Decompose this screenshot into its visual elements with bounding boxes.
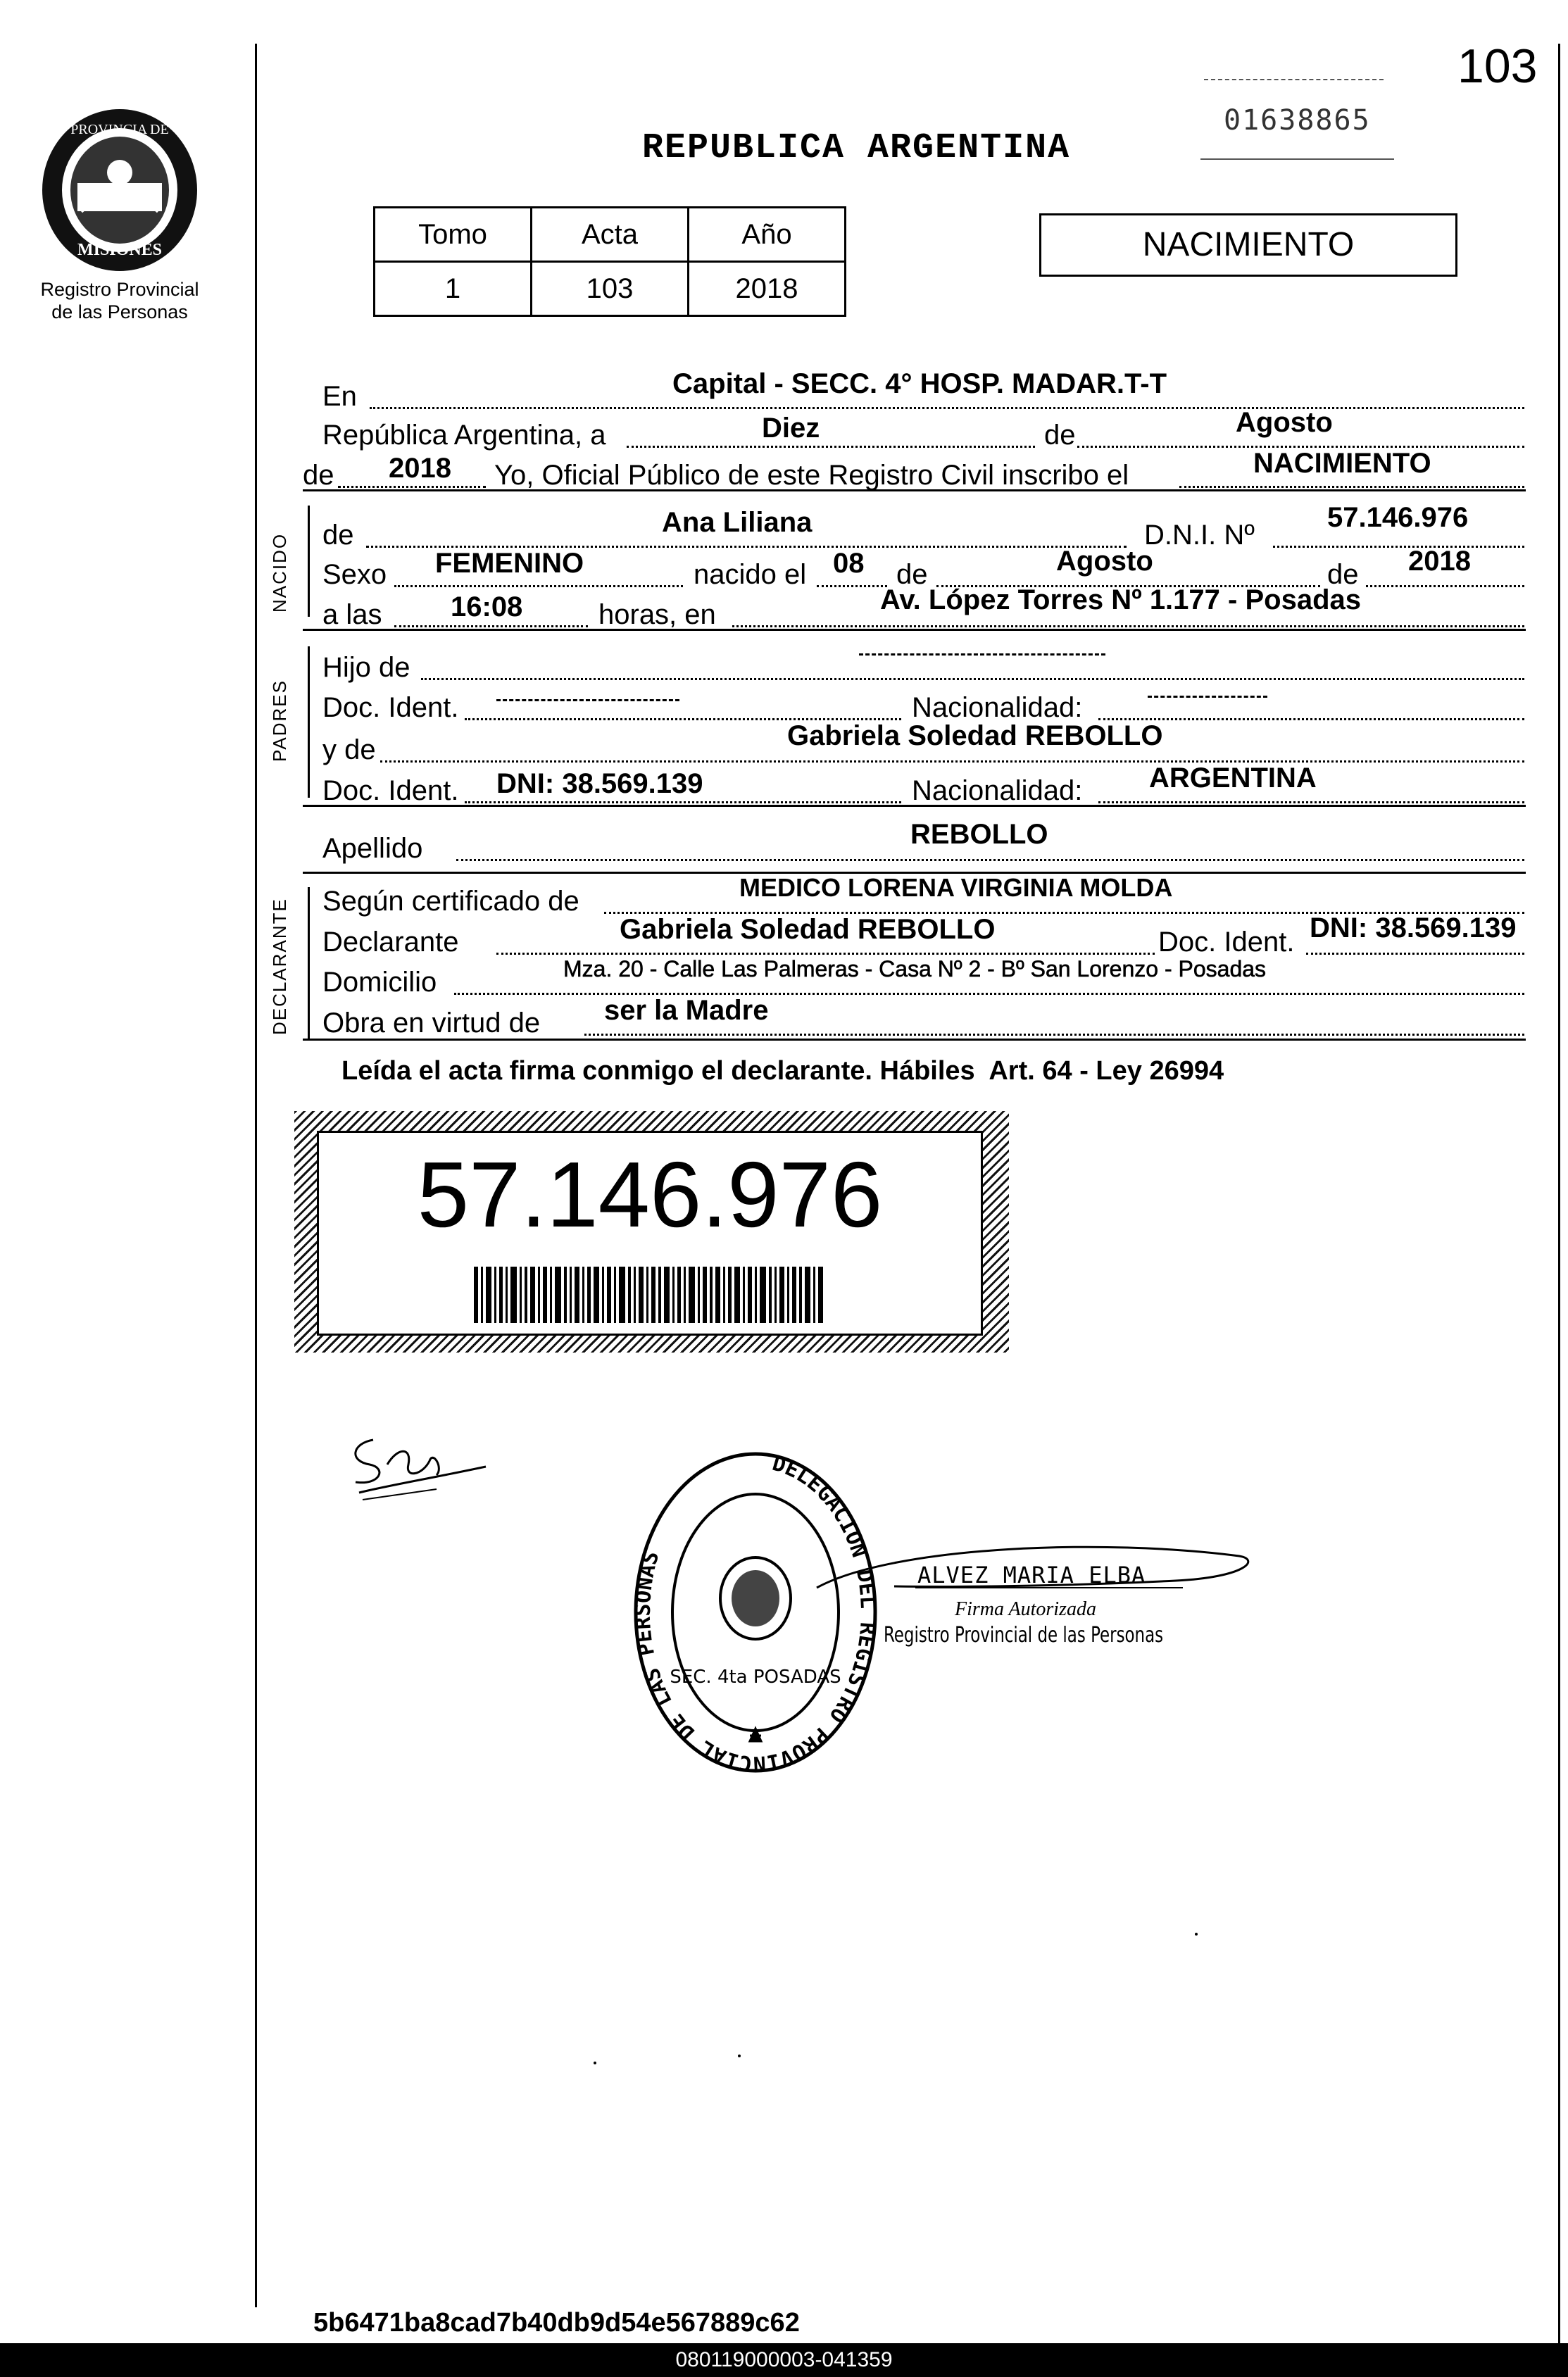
father-nac-blank-mark: [1148, 696, 1267, 698]
nacido-de-label-2: de: [896, 559, 928, 590]
acta-header-anio: Año: [689, 208, 846, 262]
inscribo-value: NACIMIENTO: [1253, 448, 1431, 479]
horas-en-label: horas, en: [598, 599, 716, 630]
en-dots: [370, 407, 1524, 409]
acta-value-tomo: 1: [375, 262, 532, 316]
record-type-box: [1039, 213, 1457, 277]
mother-nac-label: Nacionalidad:: [912, 775, 1083, 806]
stamp-inner-text: SEC. 4ta POSADAS: [670, 1667, 841, 1688]
mother-nac-value: ARGENTINA: [1149, 763, 1317, 794]
apellido-dots: [456, 859, 1524, 861]
father-doc-label: Doc. Ident.: [322, 692, 459, 723]
nacido-brace: [308, 506, 310, 617]
document-country-title: REPUBLICA ARGENTINA: [642, 128, 1071, 168]
declarante-section-label: DECLARANTE: [269, 898, 290, 1035]
serial-number: 01638865: [1224, 104, 1371, 137]
child-name-value: Ana Liliana: [662, 507, 813, 538]
intro-rule: [303, 489, 1526, 491]
father-dots: [421, 678, 1524, 680]
declarant-signature: [345, 1426, 493, 1507]
authorized-name: ALVEZ MARIA ELBA: [917, 1562, 1146, 1588]
birth-year-value: 2018: [1408, 546, 1471, 577]
stray-dot: [738, 2055, 741, 2057]
obra-value: ser la Madre: [604, 995, 769, 1026]
page-number: 103: [1457, 39, 1538, 93]
serial-top-line: [1204, 79, 1384, 80]
nacido-rule: [303, 629, 1526, 631]
year-dots: [338, 486, 486, 488]
nacido-el-label: nacido el: [694, 559, 807, 590]
authorized-title: Firma Autorizada: [955, 1598, 1096, 1620]
document-hash: 5b6471ba8cad7b40db9d54e567889c62: [313, 2308, 800, 2338]
record-type-label: NACIMIENTO: [1142, 226, 1355, 263]
declarante-dots: [496, 953, 1155, 955]
declarante-label: Declarante: [322, 927, 459, 958]
obra-label: Obra en virtud de: [322, 1008, 541, 1039]
father-nac-label: Nacionalidad:: [912, 692, 1083, 723]
stray-dot: [1195, 1933, 1198, 1936]
footer-bar: [0, 2343, 1568, 2377]
a-las-label: a las: [322, 599, 382, 630]
id-sticker-barcode: [474, 1267, 826, 1323]
stray-dot: [594, 2062, 596, 2064]
republica-label: República Argentina, a: [322, 420, 606, 451]
nacido-section-label: NACIDO: [269, 532, 290, 613]
declarante-rule: [303, 1039, 1526, 1041]
acta-table: [373, 206, 846, 317]
stamp-ring-text: DELEGACION DEL REGISTRO PROVINCIAL DE LAS PERSONAS: [630, 1450, 881, 1776]
acta-header-tomo: Tomo: [375, 208, 532, 262]
y-de-label: y de: [322, 734, 376, 765]
dni-dots: [1273, 546, 1524, 548]
father-doc-blank-mark: [496, 699, 679, 701]
serial-bottom-line: [1200, 158, 1394, 160]
cert-label: Según certificado de: [322, 886, 579, 917]
sexo-dots: [394, 585, 683, 587]
apellido-label: Apellido: [322, 833, 423, 864]
acta-header-acta: Acta: [532, 208, 689, 262]
padres-section-label: PADRES: [269, 679, 290, 762]
mother-doc-dots: [465, 801, 901, 803]
registration-month-value: Agosto: [1236, 407, 1333, 438]
domicilio-value: Mza. 20 - Calle Las Palmeras - Casa Nº 2 - Bº San Lorenzo - Posadas: [563, 956, 1267, 981]
declarante-doc-dots: [1306, 953, 1524, 955]
nacido-de-label-3: de: [1327, 559, 1359, 590]
id-sticker-number: 57.146.976: [417, 1143, 883, 1246]
birth-month-value: Agosto: [1056, 546, 1153, 577]
domicilio-label: Domicilio: [322, 967, 437, 998]
en-value: Capital - SECC. 4° HOSP. MADAR.T-T: [672, 368, 1167, 399]
birth-year-dots: [1366, 585, 1524, 587]
cert-value: MEDICO LORENA VIRGINIA MOLDA: [739, 873, 1173, 902]
birth-time-value: 16:08: [451, 591, 523, 622]
republica-de-label: de: [1044, 420, 1076, 451]
seal-province-text: PROVINCIA DE: [70, 122, 169, 137]
province-seal: [39, 106, 201, 275]
birth-day-value: 08: [833, 548, 865, 579]
footer-code: 080119000003-041359: [675, 2348, 893, 2371]
padres-brace: [308, 646, 310, 798]
seal-name-text: MISIONES: [77, 241, 163, 259]
time-dots: [394, 625, 588, 627]
mother-doc-label: Doc. Ident.: [322, 775, 459, 806]
left-margin-line: [255, 44, 257, 2307]
registry-name-line2: de las Personas: [51, 301, 188, 322]
dni-label: D.N.I. Nº: [1144, 520, 1255, 551]
father-blank-mark: [859, 653, 1105, 656]
closing-statement: Leída el acta firma conmigo el declarante. Hábiles Art. 64 - Ley 26994: [341, 1056, 1224, 1086]
sexo-value: FEMENINO: [435, 548, 584, 579]
registry-name-line1: Registro Provincial: [40, 279, 199, 300]
republica-day-dots: [627, 446, 1035, 448]
registration-day-value: Diez: [762, 413, 820, 444]
acta-value-anio: 2018: [689, 262, 846, 316]
mother-doc-value: DNI: 38.569.139: [496, 768, 703, 799]
mother-dots: [380, 760, 1524, 763]
authorized-office: Registro Provincial de las Personas: [884, 1623, 1164, 1648]
obra-dots: [584, 1034, 1524, 1036]
apellido-value: REBOLLO: [910, 819, 1048, 850]
padres-rule: [303, 805, 1526, 807]
mother-nac-dots: [1098, 801, 1524, 803]
oficial-label: Yo, Oficial Público de este Registro Civil inscribo el: [494, 460, 1129, 491]
inscribo-dots: [1179, 486, 1524, 488]
id-sticker: [294, 1111, 1009, 1353]
id-sticker-panel: [317, 1131, 983, 1336]
hijo-de-label: Hijo de: [322, 652, 410, 683]
nacido-de-label: de: [322, 520, 354, 551]
en-label: En: [322, 381, 357, 412]
child-dni-value: 57.146.976: [1327, 502, 1469, 533]
declarante-value: Gabriela Soledad REBOLLO: [620, 914, 996, 945]
intro-de-label: de: [303, 460, 334, 491]
authorized-name-underline: [915, 1587, 1183, 1588]
official-stamp: [629, 1450, 882, 1781]
acta-value-acta: 103: [532, 262, 689, 316]
sexo-label: Sexo: [322, 559, 387, 590]
declarante-doc-value: DNI: 38.569.139: [1310, 912, 1517, 943]
place-dots: [732, 625, 1524, 627]
declarante-brace: [308, 887, 310, 1039]
registration-year-value: 2018: [389, 453, 451, 484]
right-margin-line: [1558, 44, 1560, 2346]
declarante-doc-label: Doc. Ident.: [1158, 927, 1295, 958]
mother-name-value: Gabriela Soledad REBOLLO: [787, 720, 1163, 751]
birth-day-dots: [817, 585, 887, 587]
birth-place-value: Av. López Torres Nº 1.177 - Posadas: [880, 584, 1361, 615]
